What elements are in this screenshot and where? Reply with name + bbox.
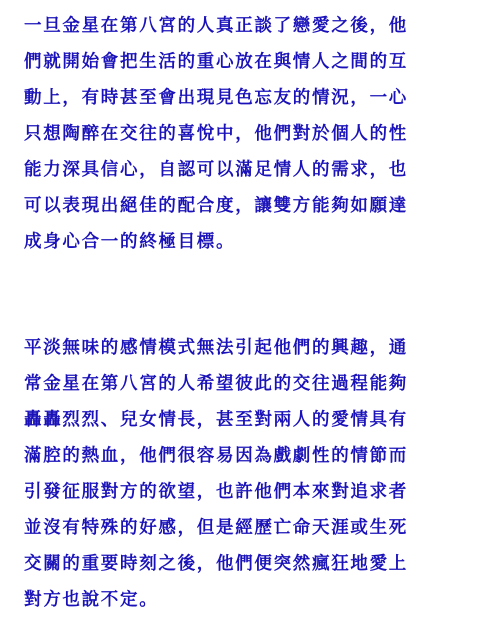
text-line: 滿腔的熱血，他們很容易因為戲劇性的情節而 bbox=[24, 446, 408, 466]
paragraph-2 bbox=[24, 330, 488, 618]
text-line: 轟轟烈烈、兒女情長，甚至對兩人的愛情具有 bbox=[24, 410, 408, 430]
paragraph-gap bbox=[24, 260, 488, 330]
text-line: 能力深具信心，自認可以滿足情人的需求，也 bbox=[24, 160, 408, 180]
paragraph-1 bbox=[24, 8, 488, 260]
text-line: 交關的重要時刻之後，他們便突然瘋狂地愛上 bbox=[24, 554, 408, 574]
text-line: 一旦金星在第八宮的人真正談了戀愛之後，他 bbox=[24, 16, 408, 36]
text-line: 引發征服對方的欲望，也許他們本來對追求者 bbox=[24, 482, 408, 502]
text-line: 們就開始會把生活的重心放在與情人之間的互 bbox=[24, 52, 408, 72]
text-line: 並沒有特殊的好感，但是經歷亡命天涯或生死 bbox=[24, 518, 408, 538]
text-line: 動上，有時甚至會出現見色忘友的情況，一心 bbox=[24, 88, 408, 108]
text-line: 成身心合一的終極目標。 bbox=[24, 232, 236, 252]
text-line: 對方也說不定。 bbox=[24, 590, 159, 610]
text-line: 平淡無味的感情模式無法引起他們的興趣，通 bbox=[24, 338, 408, 358]
text-line: 可以表現出絕佳的配合度，讓雙方能夠如願達 bbox=[24, 196, 408, 216]
text-line: 常金星在第八宮的人希望彼此的交往過程能夠 bbox=[24, 374, 408, 394]
text-line: 只想陶醉在交往的喜悅中，他們對於個人的性 bbox=[24, 124, 408, 144]
